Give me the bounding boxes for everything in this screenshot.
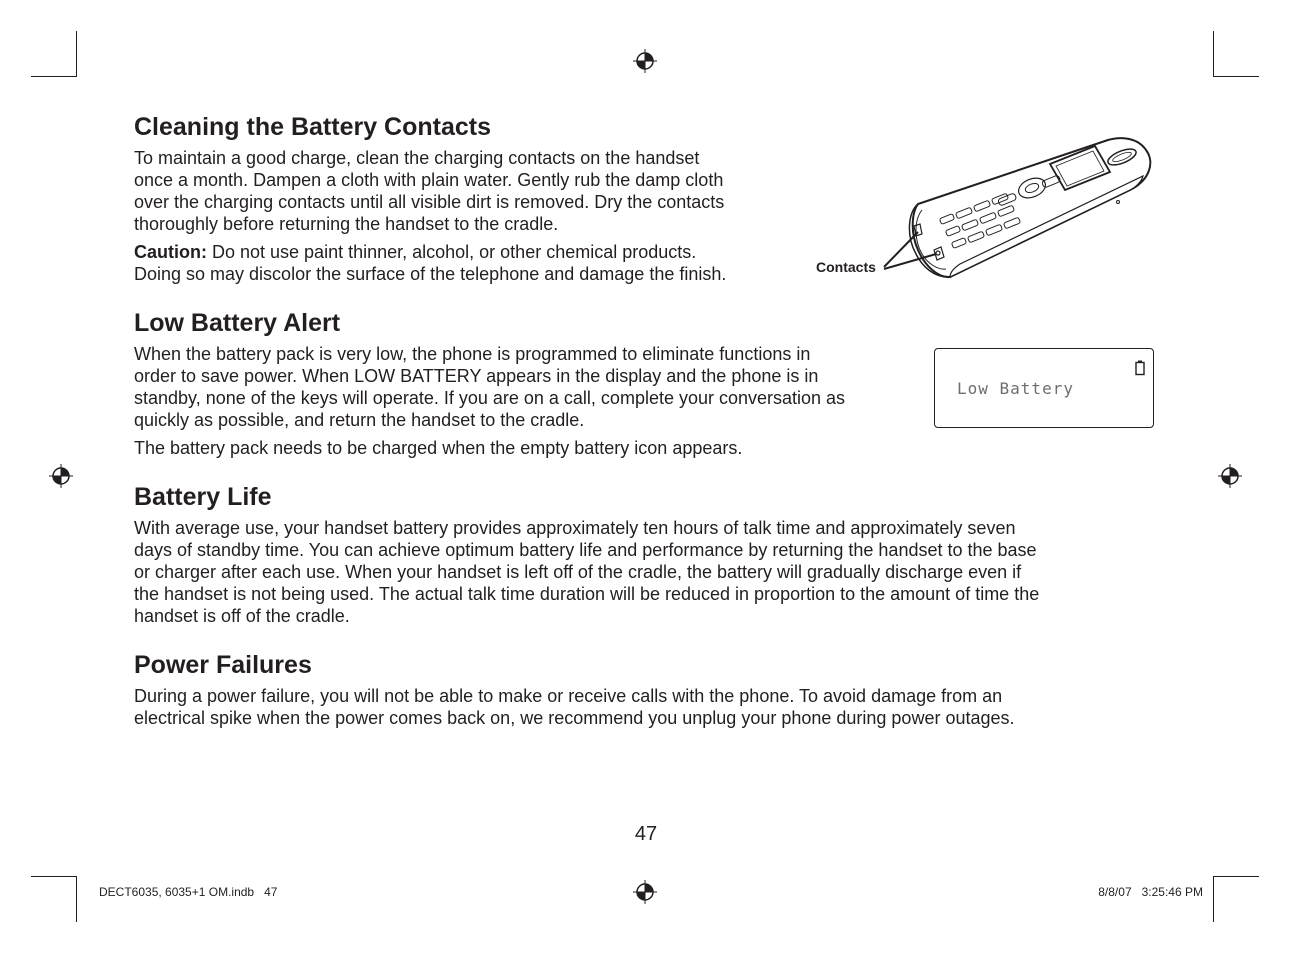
paragraph-line: order to save power. When LOW BATTERY appears in the display and the phone is in <box>134 366 819 386</box>
caution-text: Doing so may discolor the surface of the telephone and damage the finish. <box>134 264 727 284</box>
paragraph-line: days of standby time. You can achieve optimum battery life and performance by returning the handset to the base <box>134 540 1037 560</box>
paragraph-line: To maintain a good charge, clean the charging contacts on the handset <box>134 148 700 168</box>
paragraph-line: During a power failure, you will not be able to make or receive calls with the phone. To avoid damage from an <box>134 686 1003 706</box>
registration-mark-icon <box>632 879 658 905</box>
page-number: 47 <box>634 823 658 845</box>
registration-mark-icon <box>48 463 74 489</box>
low-battery-note: The battery pack needs to be charged when the empty battery icon appears. <box>134 438 743 458</box>
section-title-cleaning: Cleaning the Battery Contacts <box>134 113 492 141</box>
section-title-low-battery: Low Battery Alert <box>134 309 341 337</box>
footer-timestamp: 8/8/07 3:25:46 PM <box>1098 885 1203 899</box>
contacts-label: Contacts <box>816 259 876 275</box>
section-title-battery-life: Battery Life <box>134 483 272 511</box>
paragraph-line: electrical spike when the power comes back on, we recommend you unplug your phone during power outages. <box>134 708 1015 728</box>
paragraph-line: the handset is not being used. The actual talk time duration will be reduced in proportion to the amount of time the <box>134 584 1040 604</box>
paragraph-line: With average use, your handset battery provides approximately ten hours of talk time and approximately seven <box>134 518 1016 538</box>
paragraph-line: When the battery pack is very low, the phone is programmed to eliminate functions in <box>134 344 811 364</box>
lcd-display <box>934 348 1154 428</box>
paragraph-line: quickly as possible, and return the handset to the cradle. <box>134 410 585 430</box>
caution-text: Do not use paint thinner, alcohol, or other chemical products. <box>206 242 697 262</box>
caution-label: Caution: <box>134 242 207 262</box>
empty-battery-icon <box>1135 360 1145 376</box>
footer-filename: DECT6035, 6035+1 OM.indb 47 <box>99 885 278 899</box>
paragraph-line: standby, none of the keys will operate. If you are on a call, complete your conversation as <box>134 388 846 408</box>
registration-mark-icon <box>1217 463 1243 489</box>
paragraph-line: or charger after each use. When your handset is left off of the cradle, the battery will gradually discharge even if <box>134 562 1022 582</box>
registration-mark-icon <box>632 48 658 74</box>
paragraph-line: thoroughly before returning the handset to the cradle. <box>134 214 559 234</box>
paragraph-line: over the charging contacts until all visible dirt is removed. Dry the contacts <box>134 192 725 212</box>
paragraph-line: handset is off of the cradle. <box>134 606 350 626</box>
paragraph-line: once a month. Dampen a cloth with plain water. Gently rub the damp cloth <box>134 170 724 190</box>
section-title-power-failures: Power Failures <box>134 651 312 679</box>
lcd-text: Low Battery <box>957 379 1074 398</box>
